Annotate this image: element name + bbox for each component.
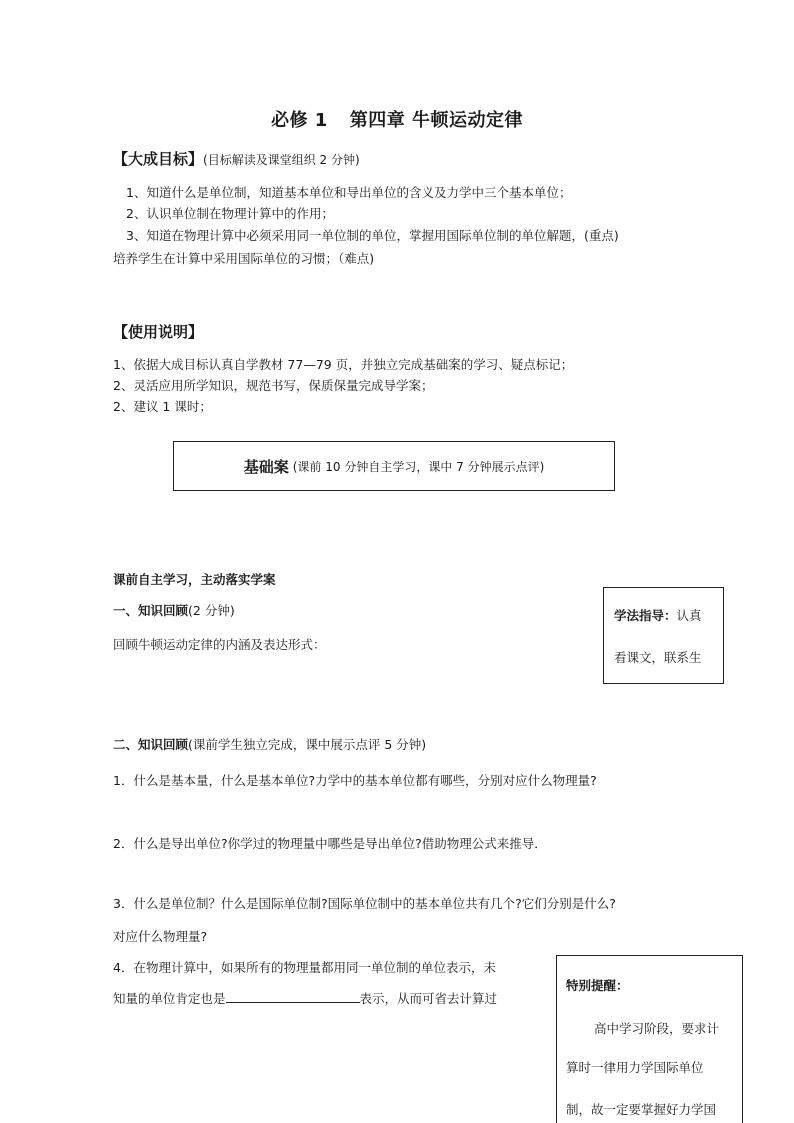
study-method-label: 学法指导： (614, 608, 677, 623)
special-reminder-heading: 特别提醒： (566, 978, 629, 993)
goal-item-3: 3、知道在物理计算中必须采用同一单位制的单位，掌握用国际单位制的单位解题，(重点) (126, 228, 619, 243)
question-4a: 4．在物理计算中，如果所有的物理量都用同一单位制的单位表示，未 (113, 960, 496, 975)
section1-question: 回顾牛顿运动定律的内涵及表达形式： (113, 637, 326, 652)
section2-heading (113, 735, 426, 753)
special-reminder-line-1: 高中学习阶段，要求计 (594, 1021, 720, 1036)
section2-note: (课前学生独立完成，课中展示点评 5 分钟) (188, 737, 427, 752)
question-1: 1．什么是基本量，什么是基本单位?力学中的基本单位都有哪些，分别对应什么物理量? (113, 773, 597, 788)
page-title (0, 106, 794, 132)
section1-heading-text: 一、知识回顾 (113, 603, 189, 618)
question-4b-pre: 知量的单位肯定也是 (113, 991, 226, 1006)
section2-heading-text: 二、知识回顾 (113, 737, 189, 752)
study-method-text-1: 认真 (676, 608, 702, 623)
goal-continuation: 培养学生在计算中采用国际单位的习惯；（难点) (113, 251, 375, 266)
question-3a: 3．什么是单位制？什么是国际单位制?国际单位制中的基本单位共有几个?它们分别是什么? (113, 896, 616, 911)
goals-note: (目标解读及课堂组织 2 分钟) (203, 153, 360, 167)
section1-note: (2 分钟) (188, 603, 235, 618)
usage-item-1: 1、依据大成目标认真自学教材 77—79 页，并独立完成基础案的学习、疑点标记； (113, 357, 574, 372)
section1-heading (113, 601, 235, 619)
goal-item-2: 2、认识单位制在物理计算中的作用； (126, 206, 334, 221)
base-case-box (173, 441, 615, 491)
goals-heading (113, 148, 360, 169)
usage-item-2: 2、灵活应用所学知识，规范书写，保质保量完成导学案； (113, 378, 434, 393)
self-study-heading: 课前自主学习，主动落实学案 (113, 572, 276, 587)
study-method-line-2: 看课文，联系生 (614, 650, 702, 665)
goals-heading-text: 【大成目标】 (113, 150, 204, 168)
base-case-note: (课前 10 分钟自主学习，课中 7 分钟展示点评) (292, 459, 545, 474)
study-method-line-1 (614, 606, 702, 624)
title-part2: 第四章 牛顿运动定律 (349, 110, 524, 131)
title-part1: 必修 1 (270, 110, 328, 131)
special-reminder-box (556, 955, 743, 1123)
answer-blank[interactable] (226, 990, 360, 1003)
usage-item-3: 2、建议 1 课时； (113, 399, 212, 414)
special-reminder-line-3: 制，故一定要掌握好力学国 (566, 1102, 717, 1117)
study-method-box (603, 587, 724, 684)
question-4b (113, 989, 497, 1007)
usage-heading: 【使用说明】 (113, 323, 204, 341)
question-2: 2．什么是导出单位?你学过的物理量中哪些是导出单位?借助物理公式来推导． (113, 836, 547, 851)
question-4b-post: 表示，从而可省去计算过 (359, 991, 498, 1006)
question-3b: 对应什么物理量? (113, 929, 208, 944)
goal-item-1: 1、知道什么是单位制，知道基本单位和导出单位的含义及力学中三个基本单位； (126, 185, 572, 200)
base-case-label: 基础案 (243, 457, 289, 476)
special-reminder-line-2: 算时一律用力学国际单位 (566, 1060, 704, 1075)
